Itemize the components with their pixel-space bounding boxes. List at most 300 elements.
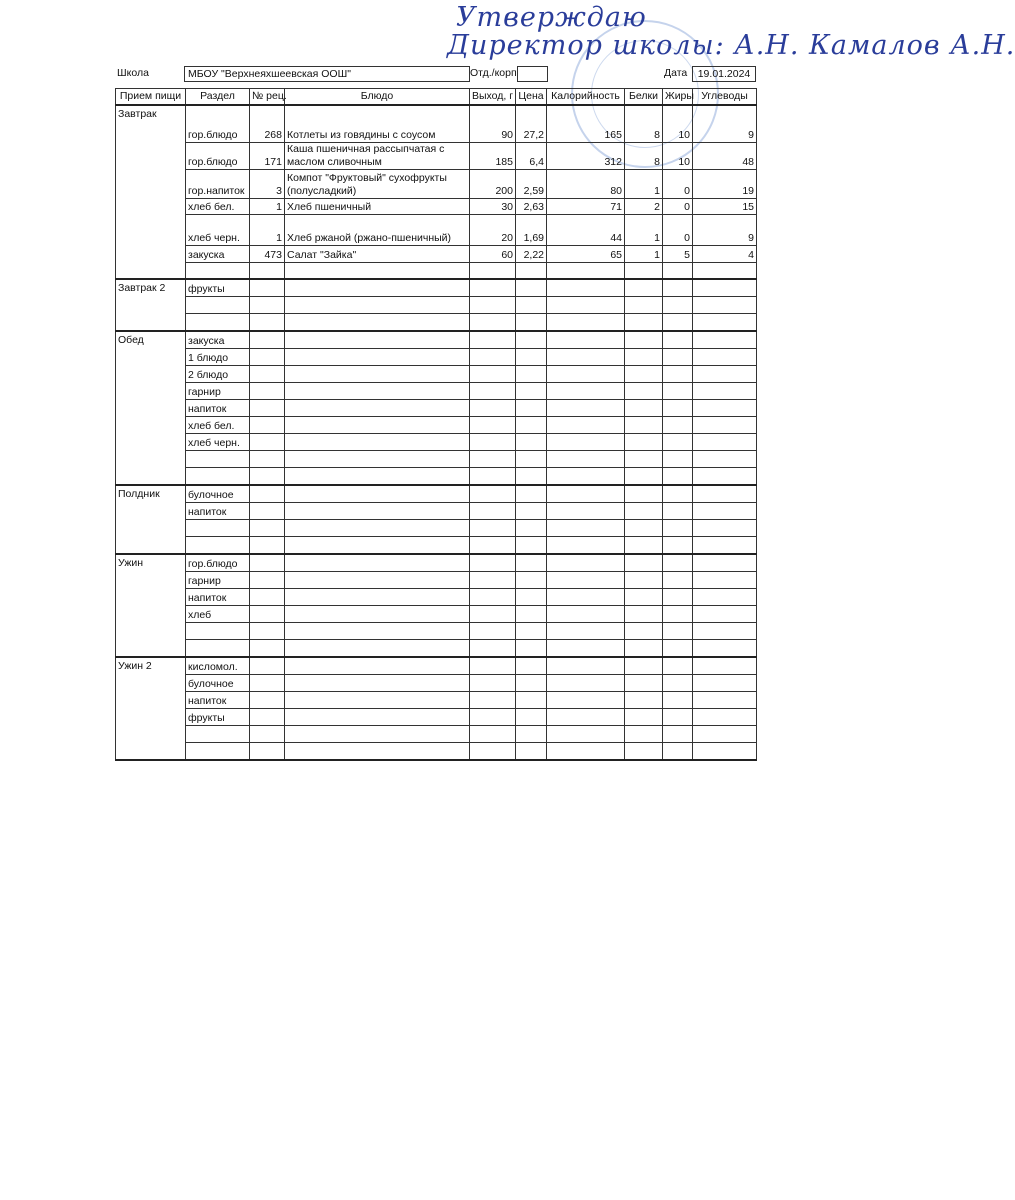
dish-cell — [285, 331, 470, 349]
dish-cell: Хлеб пшеничный — [285, 199, 470, 215]
prot-cell — [625, 572, 663, 589]
fat-cell — [663, 692, 693, 709]
section-cell: кисломол. — [186, 657, 250, 675]
prot-cell — [625, 554, 663, 572]
prot-cell — [625, 366, 663, 383]
section-cell: 1 блюдо — [186, 349, 250, 366]
kcal-cell: 65 — [547, 246, 625, 263]
out-cell: 60 — [470, 246, 516, 263]
table-row — [116, 246, 757, 263]
kcal-cell — [547, 314, 625, 332]
dish-cell — [285, 572, 470, 589]
dish-cell — [285, 451, 470, 468]
out-cell — [470, 726, 516, 743]
carb-cell — [693, 554, 757, 572]
price-cell — [516, 314, 547, 332]
fat-cell — [663, 520, 693, 537]
price-cell — [516, 554, 547, 572]
price-cell — [516, 709, 547, 726]
table-row — [116, 468, 757, 486]
carb-cell — [693, 692, 757, 709]
table-row — [116, 297, 757, 314]
out-cell — [470, 657, 516, 675]
kcal-cell — [547, 623, 625, 640]
carb-cell — [693, 572, 757, 589]
rec-cell — [250, 606, 285, 623]
carb-cell — [693, 606, 757, 623]
out-cell — [470, 279, 516, 297]
out-cell — [470, 400, 516, 417]
table-row — [116, 314, 757, 332]
price-cell — [516, 366, 547, 383]
price-cell — [516, 434, 547, 451]
rec-cell: 1 — [250, 215, 285, 246]
kcal-cell — [547, 554, 625, 572]
section-cell: фрукты — [186, 709, 250, 726]
approval-line-2: Директор школы: А.Н. Камалов А.Н. — [447, 30, 1015, 61]
out-cell — [470, 349, 516, 366]
prot-cell — [625, 606, 663, 623]
carb-cell — [693, 417, 757, 434]
price-cell — [516, 331, 547, 349]
rec-cell — [250, 537, 285, 555]
carb-cell — [693, 279, 757, 297]
section-cell: хлеб черн. — [186, 215, 250, 246]
meal-name: Завтрак — [116, 105, 186, 279]
dish-cell — [285, 589, 470, 606]
carb-cell — [693, 503, 757, 520]
kcal-cell — [547, 451, 625, 468]
kcal-cell — [547, 400, 625, 417]
kcal-cell — [547, 657, 625, 675]
prot-cell — [625, 726, 663, 743]
dish-cell — [285, 554, 470, 572]
menu-table — [115, 88, 757, 761]
rec-cell — [250, 279, 285, 297]
dish-cell — [285, 675, 470, 692]
table-row — [116, 143, 757, 170]
rec-cell — [250, 692, 285, 709]
kcal-cell — [547, 572, 625, 589]
out-cell — [470, 675, 516, 692]
kcal-cell: 44 — [547, 215, 625, 246]
fat-cell — [663, 623, 693, 640]
carb-cell — [693, 297, 757, 314]
price-cell — [516, 606, 547, 623]
section-cell — [186, 451, 250, 468]
kcal-cell — [547, 279, 625, 297]
section-cell: гор.блюдо — [186, 554, 250, 572]
out-cell — [470, 606, 516, 623]
dish-cell — [285, 366, 470, 383]
carb-cell — [693, 640, 757, 658]
table-row — [116, 263, 757, 280]
fat-cell — [663, 726, 693, 743]
carb-cell — [693, 657, 757, 675]
carb-cell — [693, 468, 757, 486]
section-cell: фрукты — [186, 279, 250, 297]
carb-cell — [693, 366, 757, 383]
price-cell — [516, 657, 547, 675]
kcal-cell: 71 — [547, 199, 625, 215]
kcal-cell — [547, 640, 625, 658]
table-row — [116, 589, 757, 606]
table-row — [116, 279, 757, 297]
out-cell: 30 — [470, 199, 516, 215]
rec-cell — [250, 400, 285, 417]
fat-cell — [663, 331, 693, 349]
price-cell — [516, 263, 547, 280]
section-cell: хлеб — [186, 606, 250, 623]
dish-cell — [285, 468, 470, 486]
rec-cell: 3 — [250, 170, 285, 199]
out-cell — [470, 537, 516, 555]
kcal-cell — [547, 692, 625, 709]
fat-cell — [663, 279, 693, 297]
out-cell: 185 — [470, 143, 516, 170]
price-cell: 6,4 — [516, 143, 547, 170]
rec-cell — [250, 485, 285, 503]
table-row — [116, 657, 757, 675]
kcal-cell — [547, 485, 625, 503]
prot-cell — [625, 417, 663, 434]
price-cell — [516, 383, 547, 400]
meal-name: Завтрак 2 — [116, 279, 186, 331]
price-cell — [516, 572, 547, 589]
school-label: Школа — [117, 67, 149, 79]
kcal-cell: 80 — [547, 170, 625, 199]
dish-cell — [285, 383, 470, 400]
price-cell — [516, 279, 547, 297]
rec-cell — [250, 623, 285, 640]
fat-cell — [663, 640, 693, 658]
fat-cell: 0 — [663, 199, 693, 215]
prot-cell — [625, 349, 663, 366]
table-header — [116, 89, 757, 106]
price-cell: 2,59 — [516, 170, 547, 199]
section-cell: хлеб черн. — [186, 434, 250, 451]
rec-cell — [250, 709, 285, 726]
dish-cell — [285, 640, 470, 658]
table-row — [116, 417, 757, 434]
kcal-cell — [547, 349, 625, 366]
dish-cell — [285, 520, 470, 537]
date-label: Дата — [664, 67, 688, 79]
carb-cell — [693, 623, 757, 640]
rec-cell: 171 — [250, 143, 285, 170]
col-meal: Прием пищи — [116, 89, 186, 106]
rec-cell — [250, 572, 285, 589]
section-cell: 2 блюдо — [186, 366, 250, 383]
prot-cell — [625, 743, 663, 761]
section-cell — [186, 520, 250, 537]
kcal-cell — [547, 589, 625, 606]
kcal-cell — [547, 743, 625, 761]
carb-cell: 9 — [693, 105, 757, 143]
out-cell — [470, 709, 516, 726]
col-section: Раздел — [186, 89, 250, 106]
rec-cell: 1 — [250, 199, 285, 215]
col-fat: Жиры — [663, 89, 693, 106]
dish-cell — [285, 503, 470, 520]
fat-cell — [663, 675, 693, 692]
out-cell — [470, 314, 516, 332]
table-row — [116, 692, 757, 709]
price-cell: 2,22 — [516, 246, 547, 263]
dish-cell — [285, 263, 470, 280]
out-cell: 200 — [470, 170, 516, 199]
rec-cell — [250, 743, 285, 761]
kcal-cell — [547, 383, 625, 400]
fat-cell — [663, 537, 693, 555]
section-cell: хлеб бел. — [186, 199, 250, 215]
col-dish: Блюдо — [285, 89, 470, 106]
fat-cell — [663, 417, 693, 434]
table-row — [116, 434, 757, 451]
col-carbs: Углеводы — [693, 89, 757, 106]
kcal-cell — [547, 331, 625, 349]
rec-cell — [250, 640, 285, 658]
table-row — [116, 640, 757, 658]
table-row — [116, 199, 757, 215]
carb-cell: 15 — [693, 199, 757, 215]
prot-cell — [625, 331, 663, 349]
fat-cell — [663, 657, 693, 675]
section-cell — [186, 623, 250, 640]
carb-cell — [693, 743, 757, 761]
section-cell: гарнир — [186, 383, 250, 400]
table-row — [116, 726, 757, 743]
carb-cell: 48 — [693, 143, 757, 170]
table-row — [116, 606, 757, 623]
price-cell — [516, 692, 547, 709]
price-cell — [516, 640, 547, 658]
out-cell: 20 — [470, 215, 516, 246]
price-cell — [516, 726, 547, 743]
prot-cell: 1 — [625, 170, 663, 199]
meal-name: Ужин — [116, 554, 186, 657]
dish-cell: Котлеты из говядины с соусом — [285, 105, 470, 143]
section-cell: напиток — [186, 503, 250, 520]
price-cell — [516, 675, 547, 692]
rec-cell: 473 — [250, 246, 285, 263]
table-row — [116, 554, 757, 572]
fat-cell: 10 — [663, 143, 693, 170]
rec-cell — [250, 468, 285, 486]
fat-cell — [663, 349, 693, 366]
rec-cell — [250, 503, 285, 520]
rec-cell — [250, 434, 285, 451]
price-cell: 27,2 — [516, 105, 547, 143]
prot-cell — [625, 400, 663, 417]
col-kcal: Калорийность — [547, 89, 625, 106]
out-cell: 90 — [470, 105, 516, 143]
price-cell — [516, 743, 547, 761]
dish-cell: Каша пшеничная рассыпчатая с маслом сливочным — [285, 143, 470, 170]
section-cell: гор.напиток — [186, 170, 250, 199]
table-row — [116, 170, 757, 199]
table-row — [116, 709, 757, 726]
dish-cell — [285, 349, 470, 366]
fat-cell — [663, 314, 693, 332]
rec-cell: 268 — [250, 105, 285, 143]
out-cell — [470, 520, 516, 537]
dish-cell — [285, 743, 470, 761]
rec-cell — [250, 417, 285, 434]
rec-cell — [250, 520, 285, 537]
fat-cell — [663, 554, 693, 572]
carb-cell — [693, 675, 757, 692]
table-row — [116, 366, 757, 383]
meal-name: Полдник — [116, 485, 186, 554]
section-cell — [186, 726, 250, 743]
kcal-cell — [547, 468, 625, 486]
prot-cell — [625, 692, 663, 709]
fat-cell — [663, 485, 693, 503]
prot-cell — [625, 451, 663, 468]
dish-cell — [285, 400, 470, 417]
fat-cell — [663, 434, 693, 451]
price-cell — [516, 537, 547, 555]
section-cell: напиток — [186, 692, 250, 709]
col-recipe: № рец. — [250, 89, 285, 106]
rec-cell — [250, 726, 285, 743]
col-output: Выход, г — [470, 89, 516, 106]
dish-cell — [285, 485, 470, 503]
rec-cell — [250, 554, 285, 572]
section-cell: булочное — [186, 485, 250, 503]
section-cell: гор.блюдо — [186, 143, 250, 170]
carb-cell: 9 — [693, 215, 757, 246]
dish-cell — [285, 279, 470, 297]
price-cell — [516, 468, 547, 486]
price-cell — [516, 485, 547, 503]
fat-cell — [663, 366, 693, 383]
prot-cell — [625, 675, 663, 692]
dept-label: Отд./корп — [470, 67, 517, 79]
prot-cell — [625, 279, 663, 297]
table-row — [116, 105, 757, 143]
section-cell — [186, 743, 250, 761]
price-cell — [516, 589, 547, 606]
prot-cell — [625, 503, 663, 520]
section-cell — [186, 297, 250, 314]
rec-cell — [250, 297, 285, 314]
out-cell — [470, 589, 516, 606]
price-cell — [516, 520, 547, 537]
carb-cell — [693, 314, 757, 332]
price-cell — [516, 349, 547, 366]
dish-cell — [285, 709, 470, 726]
table-row — [116, 383, 757, 400]
kcal-cell: 312 — [547, 143, 625, 170]
table-row — [116, 520, 757, 537]
table-row — [116, 451, 757, 468]
fat-cell: 0 — [663, 215, 693, 246]
prot-cell — [625, 589, 663, 606]
dish-cell — [285, 606, 470, 623]
price-cell: 1,69 — [516, 215, 547, 246]
out-cell — [470, 297, 516, 314]
prot-cell: 2 — [625, 199, 663, 215]
out-cell — [470, 503, 516, 520]
price-cell — [516, 503, 547, 520]
prot-cell — [625, 297, 663, 314]
kcal-cell — [547, 709, 625, 726]
rec-cell — [250, 589, 285, 606]
prot-cell — [625, 434, 663, 451]
section-cell — [186, 314, 250, 332]
prot-cell: 8 — [625, 143, 663, 170]
rec-cell — [250, 451, 285, 468]
col-price: Цена — [516, 89, 547, 106]
carb-cell — [693, 400, 757, 417]
dish-cell — [285, 417, 470, 434]
carb-cell — [693, 537, 757, 555]
kcal-cell — [547, 606, 625, 623]
out-cell — [470, 366, 516, 383]
rec-cell — [250, 657, 285, 675]
carb-cell — [693, 434, 757, 451]
kcal-cell — [547, 417, 625, 434]
carb-cell — [693, 520, 757, 537]
table-row — [116, 572, 757, 589]
out-cell — [470, 468, 516, 486]
rec-cell — [250, 675, 285, 692]
prot-cell — [625, 623, 663, 640]
dish-cell — [285, 537, 470, 555]
out-cell — [470, 485, 516, 503]
carb-cell — [693, 349, 757, 366]
dish-cell — [285, 434, 470, 451]
prot-cell — [625, 383, 663, 400]
dish-cell — [285, 726, 470, 743]
table-row — [116, 675, 757, 692]
rec-cell — [250, 263, 285, 280]
dish-cell — [285, 314, 470, 332]
prot-cell — [625, 263, 663, 280]
fat-cell — [663, 383, 693, 400]
prot-cell — [625, 520, 663, 537]
fat-cell — [663, 709, 693, 726]
prot-cell: 8 — [625, 105, 663, 143]
section-cell — [186, 537, 250, 555]
section-cell: напиток — [186, 400, 250, 417]
prot-cell — [625, 640, 663, 658]
fat-cell — [663, 572, 693, 589]
table-row — [116, 503, 757, 520]
approval-line-1: Утверждаю — [456, 2, 647, 33]
fat-cell: 5 — [663, 246, 693, 263]
dish-cell — [285, 297, 470, 314]
table-row — [116, 623, 757, 640]
section-cell: хлеб бел. — [186, 417, 250, 434]
out-cell — [470, 263, 516, 280]
section-cell: гарнир — [186, 572, 250, 589]
out-cell — [470, 572, 516, 589]
kcal-cell — [547, 366, 625, 383]
dish-cell: Хлеб ржаной (ржано-пшеничный) — [285, 215, 470, 246]
section-cell — [186, 468, 250, 486]
col-protein: Белки — [625, 89, 663, 106]
carb-cell: 4 — [693, 246, 757, 263]
kcal-cell — [547, 675, 625, 692]
rec-cell — [250, 349, 285, 366]
section-cell — [186, 263, 250, 280]
carb-cell — [693, 383, 757, 400]
rec-cell — [250, 314, 285, 332]
table-row — [116, 485, 757, 503]
